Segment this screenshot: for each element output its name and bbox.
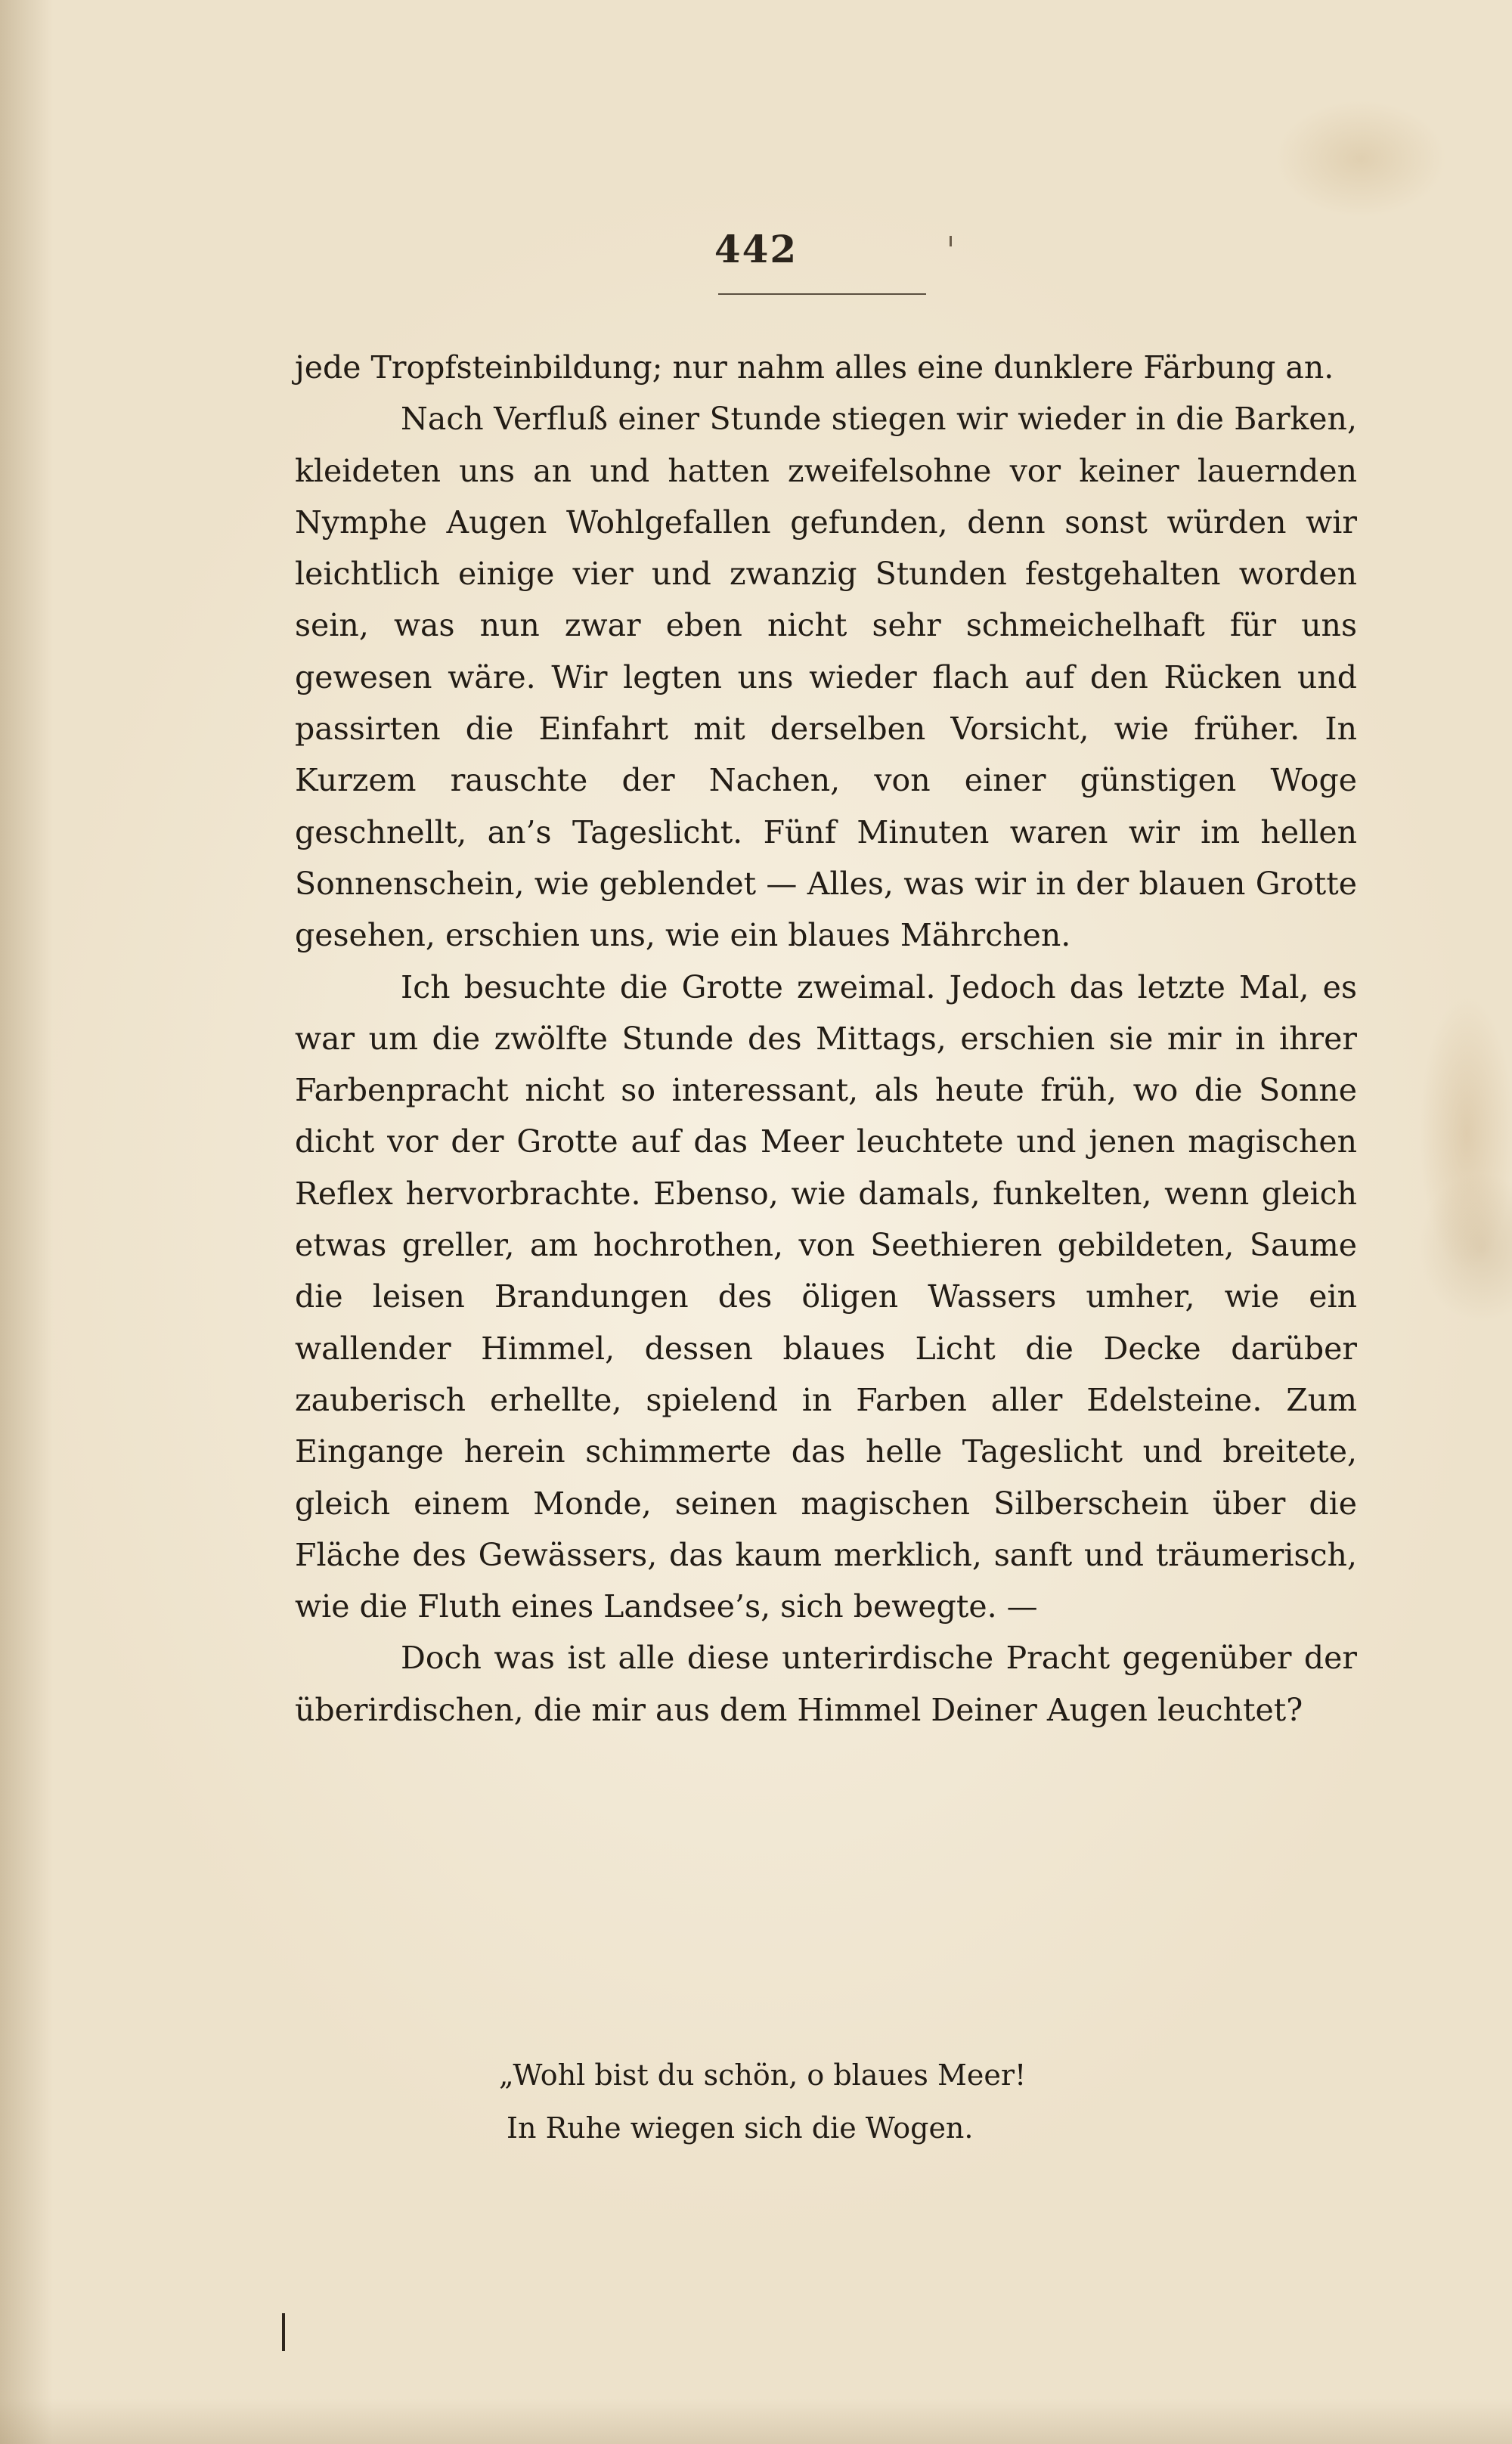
- page-edge-shadow: [0, 0, 53, 2444]
- page-bottom-shadow: [0, 2399, 1512, 2444]
- poem-line: In Ruhe wiegen sich die Wogen.: [507, 2111, 974, 2145]
- poem-line: „Wohl bist du schön, o blaues Meer!: [499, 2058, 1027, 2092]
- ink-mark: [950, 236, 952, 246]
- page-number: 442: [714, 227, 798, 271]
- margin-mark: [282, 2313, 285, 2351]
- paragraph: Ich besuchte die Grotte zweimal. Jedoch das letzte Mal, es war um die zwölfte Stunde des Mittags, erschien sie mir in ihrer Farbenpracht nicht so interessant, als heute früh, wo die Sonne dicht vor der Grotte auf das Meer leuchtete und jenen magischen Reflex hervorbrachte. Ebenso, wie damals, funkelten, wenn gleich etwas greller, am hochrothen, von Seethieren gebildeten, Saume die leisen Brandungen des öligen Wassers umher, wie ein wallender Himmel, dessen blaues Licht die Decke darüber zauberisch erhellte, spielend in Farben aller Edelsteine. Zum Eingange herein schimmerte das helle Tageslicht und breitete, gleich einem Monde, seinen magischen Silberschein über die Fläche des Gewässers, das kaum merklich, sanft und träumerisch, wie die Fluth eines Landsee’s, sich bewegte. —: [295, 968, 1357, 1625]
- poem-quote: [499, 2049, 1179, 2154]
- body-text: [295, 342, 1357, 1736]
- header-rule: [718, 293, 926, 295]
- paragraph: jede Tropfsteinbildung; nur nahm alles eine dunklere Färbung an.: [295, 349, 1334, 386]
- paragraph: Nach Verfluß einer Stunde stiegen wir wieder in die Barken, kleideten uns an und hatten zweifelsohne vor keiner lauernden Nymphe Augen Wohlgefallen gefunden, denn sonst würden wir leichtlich einige vier und zwanzig Stunden festgehalten worden sein, was nun zwar eben nicht sehr schmeichelhaft für uns gewesen wäre. Wir legten uns wieder flach auf den Rücken und passirten die Einfahrt mit derselben Vorsicht, wie früher. In Kurzem rauschte der Nachen, von einer günstigen Woge geschnellt, an’s Tageslicht. Fünf Minuten waren wir im hellen Sonnenschein, wie geblendet — Alles, was wir in der blauen Grotte gesehen, erschien uns, wie ein blaues Mährchen.: [295, 401, 1357, 954]
- paragraph: Doch was ist alle diese unterirdische Pracht gegenüber der überirdischen, die mir aus dem Himmel Deiner Augen leuchtet?: [295, 1640, 1357, 1728]
